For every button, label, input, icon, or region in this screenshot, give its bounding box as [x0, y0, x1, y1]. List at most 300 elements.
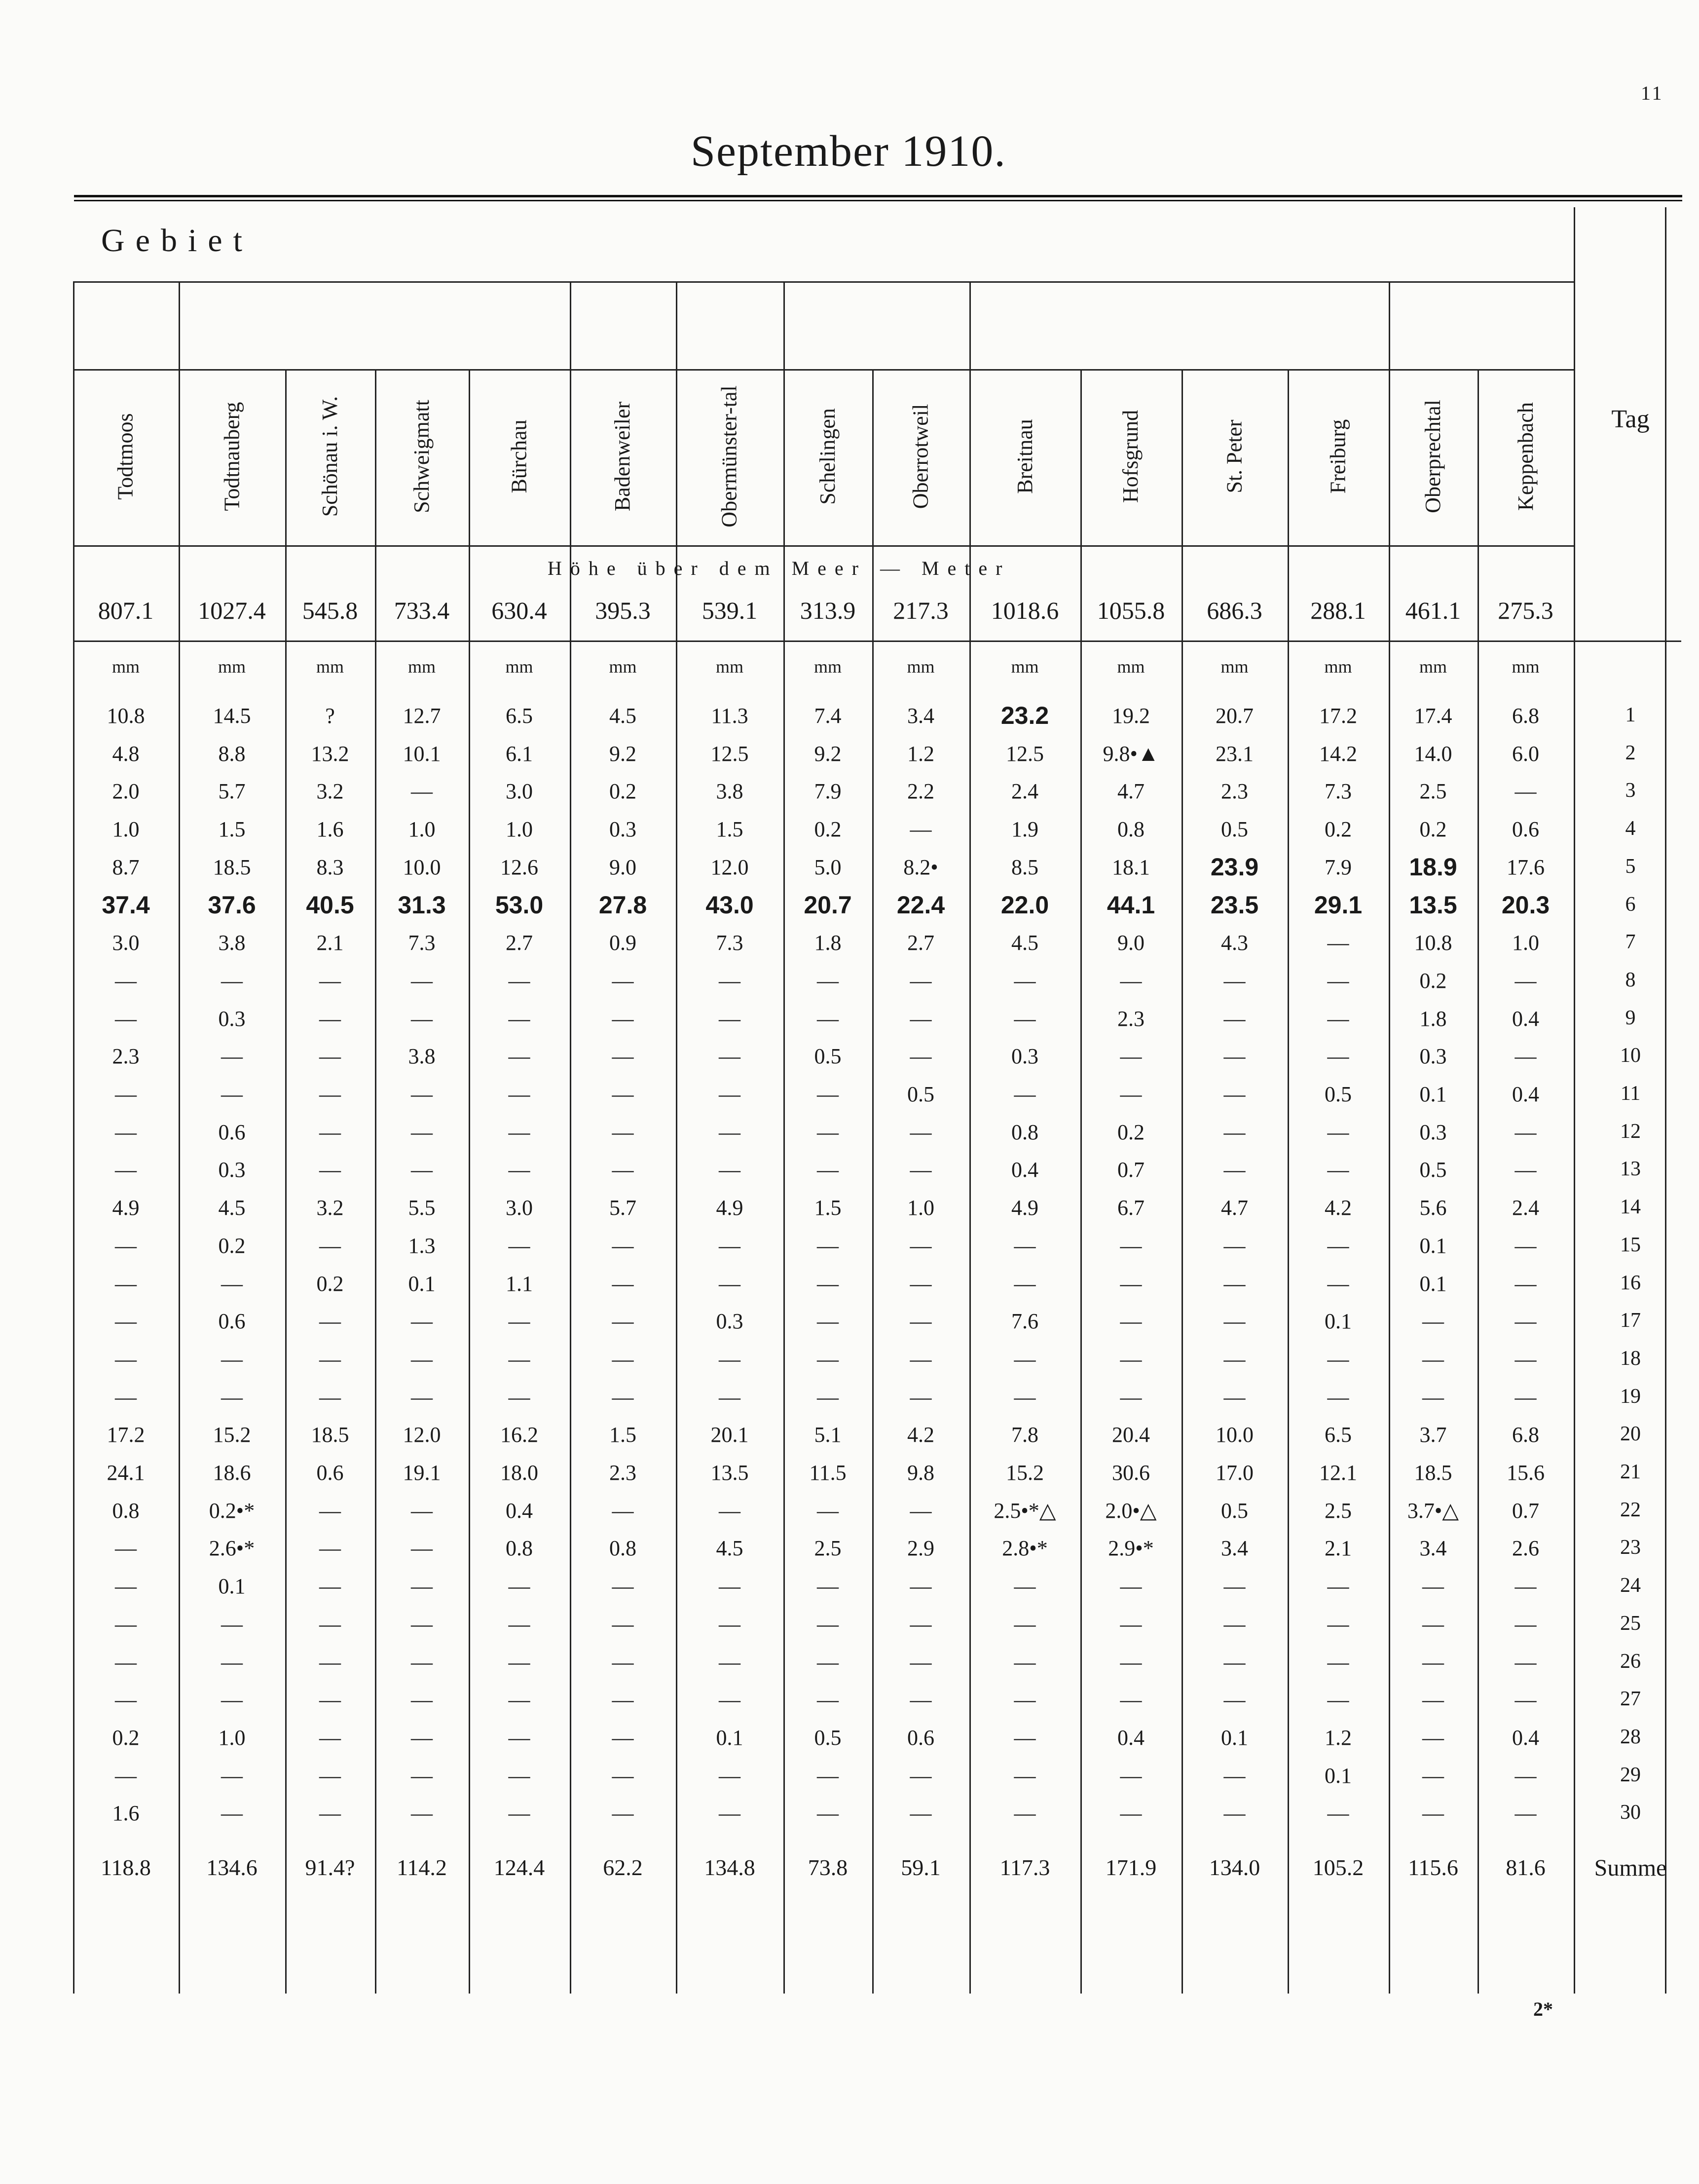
rain-cell: —: [1014, 1764, 1036, 1788]
rain-cell: 22.4: [896, 891, 945, 919]
rain-cell: 4.7: [1117, 779, 1145, 803]
station-name-13: [1288, 375, 1389, 538]
rain-cell: —: [1223, 1044, 1246, 1068]
rain-cell: 8.7: [112, 855, 140, 879]
rain-cell: —: [319, 1347, 341, 1371]
rain-cell: —: [319, 1309, 341, 1333]
station-height: 395.3: [595, 597, 651, 624]
height-caption: Höhe über dem Meer — Meter: [548, 557, 1011, 579]
rain-cell: —: [719, 1044, 740, 1068]
rain-cell: 0.2: [1419, 817, 1447, 841]
rain-cell: —: [612, 1612, 634, 1636]
day-number: 24: [1620, 1574, 1641, 1597]
rain-cell: 0.5: [814, 1726, 842, 1750]
rain-cell: —: [1422, 1688, 1444, 1712]
day-number: 20: [1620, 1423, 1641, 1445]
unit-label: mm: [1011, 657, 1039, 677]
rain-cell: 30.6: [1112, 1461, 1150, 1485]
rain-cell: 0.8: [112, 1499, 140, 1523]
rain-cell: —: [411, 969, 433, 993]
rain-cell: —: [1223, 1612, 1246, 1636]
rain-cell: 1.0: [1512, 931, 1539, 955]
rain-cell: 3.0: [112, 931, 140, 955]
rain-cell: 5.7: [218, 779, 246, 803]
rain-cell: 1.0: [112, 817, 140, 841]
rain-cell: —: [1327, 1688, 1349, 1712]
rain-cell: 0.1: [716, 1726, 743, 1750]
station-name-4: [375, 375, 469, 538]
station-height: 686.3: [1207, 597, 1262, 624]
rain-cell: —: [1223, 1082, 1246, 1106]
station-name-text: Freiburg: [1326, 419, 1350, 494]
rain-cell: —: [411, 1309, 433, 1333]
rain-cell: —: [1514, 1650, 1537, 1674]
rain-cell: —: [1223, 1385, 1246, 1409]
rain-cell: 12.5: [710, 742, 749, 766]
rain-cell: —: [817, 1650, 839, 1674]
station-name-text: Oberrotweil: [908, 404, 933, 509]
unit-label: mm: [111, 657, 140, 677]
rain-cell: —: [910, 1007, 932, 1031]
rain-cell: 0.2: [1419, 969, 1447, 993]
rain-cell: —: [1120, 1764, 1142, 1788]
rain-cell: —: [115, 1007, 137, 1031]
rain-cell: 1.8: [814, 931, 842, 955]
rain-cell: 4.5: [716, 1536, 743, 1560]
rain-cell: —: [1327, 1007, 1349, 1031]
rain-cell: 5.5: [408, 1196, 436, 1220]
rain-cell: 2.3: [1117, 1007, 1145, 1031]
station-height: 630.4: [491, 597, 547, 624]
rain-cell: —: [115, 1650, 137, 1674]
rain-cell: 3.0: [506, 1196, 533, 1220]
rain-cell: —: [115, 1120, 137, 1144]
rain-cell: 6.8: [1512, 704, 1539, 728]
group-header-rule: [73, 281, 1575, 283]
rain-cell: 8.5: [1011, 855, 1038, 879]
rain-cell: 14.0: [1414, 742, 1452, 766]
rain-cell: —: [115, 1309, 137, 1333]
rain-cell: 2.9: [907, 1536, 934, 1560]
station-name-1: [73, 375, 179, 538]
rain-cell: —: [1327, 1120, 1349, 1144]
rain-cell: —: [508, 1234, 530, 1258]
rain-cell: 0.5: [907, 1082, 934, 1106]
rain-cell: —: [1120, 1272, 1142, 1296]
footer-mark: 2*: [1533, 1998, 1553, 2020]
rain-cell: —: [221, 1385, 243, 1409]
rain-cell: —: [719, 1347, 740, 1371]
rain-cell: 1.2: [907, 742, 934, 766]
rain-cell: —: [817, 1234, 839, 1258]
rain-cell: 16.2: [500, 1423, 538, 1447]
table-right-border: [1665, 207, 1666, 1994]
rain-cell: 0.1: [1325, 1309, 1352, 1333]
unit-label: mm: [715, 657, 743, 677]
rain-cell: 2.0•△: [1105, 1499, 1157, 1523]
station-sum: 171.9: [1105, 1855, 1157, 1880]
unit-label: mm: [505, 657, 533, 677]
unit-label: mm: [813, 657, 842, 677]
rain-cell: —: [411, 1007, 433, 1031]
rain-cell: 0.3: [1419, 1044, 1447, 1068]
rain-cell: 7.3: [1325, 779, 1352, 803]
rain-cell: —: [411, 1726, 433, 1750]
rain-cell: —: [508, 1612, 530, 1636]
rain-cell: 0.6: [218, 1120, 246, 1144]
rain-cell: 9.2: [814, 742, 842, 766]
rain-cell: 23.1: [1216, 742, 1254, 766]
rain-cell: 2.4: [1011, 779, 1038, 803]
rain-cell: 0.1: [218, 1574, 246, 1598]
rain-cell: —: [115, 1764, 137, 1788]
rain-cell: —: [1327, 1612, 1349, 1636]
rain-cell: 23.2: [1000, 702, 1049, 729]
rain-cell: —: [1014, 1801, 1036, 1825]
rain-cell: 10.8: [107, 704, 145, 728]
rain-cell: —: [1422, 1650, 1444, 1674]
rain-cell: 1.9: [1011, 817, 1038, 841]
rain-cell: —: [817, 1801, 839, 1825]
rain-cell: —: [1422, 1612, 1444, 1636]
rain-cell: 4.9: [716, 1196, 743, 1220]
rain-cell: —: [817, 1158, 839, 1182]
rain-cell: 13.5: [710, 1461, 749, 1485]
rain-cell: —: [319, 1082, 341, 1106]
rain-cell: —: [612, 969, 634, 993]
rain-cell: —: [817, 1612, 839, 1636]
rain-cell: 7.9: [1325, 855, 1352, 879]
day-number: 17: [1620, 1309, 1641, 1332]
rain-cell: —: [221, 1650, 243, 1674]
rain-cell: 19.2: [1112, 704, 1150, 728]
rain-cell: —: [221, 1801, 243, 1825]
rain-cell: —: [411, 1347, 433, 1371]
rain-cell: —: [1014, 969, 1036, 993]
rain-cell: 2.5•*△: [994, 1499, 1056, 1523]
rain-cell: 12.0: [710, 855, 749, 879]
rain-cell: 1.2: [1325, 1726, 1352, 1750]
day-number: 29: [1620, 1764, 1641, 1786]
day-number: 3: [1625, 779, 1636, 802]
rain-cell: —: [319, 1158, 341, 1182]
rain-cell: 2.1: [316, 931, 344, 955]
rain-cell: —: [508, 1120, 530, 1144]
day-number: 26: [1620, 1650, 1641, 1673]
rain-cell: —: [1514, 1234, 1537, 1258]
rain-cell: 1.1: [506, 1272, 533, 1296]
rain-cell: —: [1014, 1574, 1036, 1598]
rain-cell: 2.5: [1419, 779, 1447, 803]
day-number: 1: [1625, 704, 1636, 726]
rain-cell: —: [411, 1764, 433, 1788]
rain-cell: 0.4: [1117, 1726, 1145, 1750]
rain-cell: —: [1120, 1650, 1142, 1674]
rain-cell: —: [910, 1574, 932, 1598]
station-sum: 134.0: [1209, 1855, 1260, 1880]
rain-cell: —: [910, 817, 932, 841]
rain-cell: —: [319, 1650, 341, 1674]
rain-cell: —: [411, 1688, 433, 1712]
station-height: 545.8: [302, 597, 358, 624]
station-name-3: [285, 375, 375, 538]
rain-cell: 27.8: [598, 891, 647, 919]
rain-cell: —: [1223, 1801, 1246, 1825]
rain-cell: —: [221, 1612, 243, 1636]
unit-label: mm: [316, 657, 344, 677]
station-name-14: [1389, 375, 1477, 538]
rain-cell: —: [1514, 1044, 1537, 1068]
rain-cell: 1.5: [609, 1423, 636, 1447]
rain-cell: 0.5: [1221, 1499, 1248, 1523]
rain-cell: —: [1327, 1234, 1349, 1258]
rain-cell: —: [910, 969, 932, 993]
rain-cell: 18.6: [213, 1461, 251, 1485]
rain-cell: —: [319, 1801, 341, 1825]
rain-cell: 3.8: [716, 779, 743, 803]
rain-cell: —: [817, 1272, 839, 1296]
rain-cell: —: [1514, 1574, 1537, 1598]
rain-cell: —: [910, 1764, 932, 1788]
rain-cell: 0.7: [1117, 1158, 1145, 1182]
group-name-4: [676, 289, 783, 368]
rain-cell: —: [910, 1612, 932, 1636]
rain-cell: —: [1223, 1007, 1246, 1031]
rain-cell: 10.1: [403, 742, 441, 766]
rain-cell: 10.0: [1216, 1423, 1254, 1447]
rain-cell: —: [508, 1764, 530, 1788]
rain-cell: —: [1422, 1801, 1444, 1825]
station-name-text: Keppenbach: [1513, 402, 1538, 511]
rain-cell: —: [817, 1499, 839, 1523]
rain-cell: —: [1223, 1158, 1246, 1182]
rain-cell: 0.8: [609, 1536, 636, 1560]
rain-cell: —: [221, 1044, 243, 1068]
station-height: 1027.4: [198, 597, 266, 624]
rain-cell: 11.3: [711, 704, 748, 728]
rain-cell: 0.4: [506, 1499, 533, 1523]
station-height: 539.1: [702, 597, 758, 624]
station-sum: 73.8: [808, 1855, 848, 1880]
rain-cell: 0.1: [1419, 1082, 1447, 1106]
rain-cell: —: [719, 1764, 740, 1788]
rain-cell: 2.3: [1221, 779, 1248, 803]
rain-cell: —: [411, 1082, 433, 1106]
rain-cell: 9.0: [609, 855, 636, 879]
rain-cell: 4.5: [609, 704, 636, 728]
rain-cell: 0.3: [218, 1007, 246, 1031]
rain-cell: —: [115, 1272, 137, 1296]
rain-cell: —: [612, 1158, 634, 1182]
day-number: 25: [1620, 1612, 1641, 1635]
rain-cell: —: [612, 1120, 634, 1144]
rain-cell: —: [411, 1612, 433, 1636]
rain-cell: —: [508, 1007, 530, 1031]
station-height: 313.9: [800, 597, 856, 624]
rain-cell: 3.2: [316, 1196, 344, 1220]
rain-cell: 2.3: [112, 1044, 140, 1068]
rain-cell: 0.5: [1419, 1158, 1447, 1182]
rain-cell: —: [817, 1574, 839, 1598]
rain-cell: 0.1: [408, 1272, 436, 1296]
rain-cell: 4.7: [1221, 1196, 1248, 1220]
rain-cell: 0.2•*: [209, 1499, 255, 1523]
rain-cell: —: [1327, 1272, 1349, 1296]
rain-cell: —: [1014, 1688, 1036, 1712]
unit-label: mm: [609, 657, 637, 677]
rain-cell: 0.5: [814, 1044, 842, 1068]
rain-cell: —: [319, 1385, 341, 1409]
rain-cell: 0.1: [1325, 1764, 1352, 1788]
rain-cell: 2.7: [506, 931, 533, 955]
rain-cell: —: [612, 1347, 634, 1371]
station-sum: 81.6: [1506, 1855, 1546, 1880]
rain-cell: —: [1514, 1120, 1537, 1144]
rain-cell: —: [719, 1120, 740, 1144]
rain-cell: —: [1014, 1726, 1036, 1750]
rain-cell: —: [1223, 1272, 1246, 1296]
rain-cell: —: [1120, 1082, 1142, 1106]
day-number: 11: [1620, 1082, 1641, 1105]
rain-cell: 0.6: [1512, 817, 1539, 841]
day-number: 5: [1625, 855, 1636, 878]
rain-cell: 2.3: [609, 1461, 636, 1485]
station-name-10: [969, 375, 1080, 538]
rain-cell: —: [1514, 1309, 1537, 1333]
rain-cell: —: [411, 1650, 433, 1674]
rain-cell: —: [612, 1688, 634, 1712]
rain-cell: 1.8: [1419, 1007, 1447, 1031]
rain-cell: 3.8: [408, 1044, 436, 1068]
rain-cell: —: [817, 1309, 839, 1333]
rain-cell: 2.4: [1512, 1196, 1539, 1220]
station-sum: 62.2: [603, 1855, 643, 1880]
unit-label: mm: [1512, 657, 1540, 677]
rain-cell: —: [508, 1309, 530, 1333]
unit-label: mm: [218, 657, 246, 677]
rain-cell: —: [221, 1764, 243, 1788]
rain-cell: 31.3: [398, 891, 446, 919]
rain-cell: —: [1014, 1612, 1036, 1636]
rain-cell: 14.2: [1319, 742, 1357, 766]
rain-cell: 1.5: [716, 817, 743, 841]
rain-cell: 9.8: [907, 1461, 934, 1485]
group-name-5: [783, 289, 969, 368]
rain-cell: 2.6•*: [209, 1536, 255, 1560]
rain-cell: 4.5: [1011, 931, 1038, 955]
rain-cell: 5.0: [814, 855, 842, 879]
rain-cell: —: [115, 1347, 137, 1371]
group-name-7: [1389, 289, 1574, 368]
rain-cell: —: [1120, 1044, 1142, 1068]
rain-cell: —: [508, 1082, 530, 1106]
day-number: 10: [1620, 1044, 1641, 1067]
rain-cell: —: [319, 1044, 341, 1068]
rain-cell: —: [1514, 1688, 1537, 1712]
rain-cell: 4.5: [218, 1196, 246, 1220]
station-sum: 105.2: [1312, 1855, 1364, 1880]
rain-cell: 12.5: [1006, 742, 1044, 766]
rain-cell: 2.1: [1325, 1536, 1352, 1560]
rain-cell: 9.2: [609, 742, 636, 766]
rain-cell: 12.1: [1319, 1461, 1357, 1485]
rain-cell: 0.8: [506, 1536, 533, 1560]
rain-cell: —: [115, 1688, 137, 1712]
rain-cell: —: [508, 1158, 530, 1182]
rain-cell: —: [411, 1120, 433, 1144]
day-number: 7: [1625, 931, 1636, 953]
rain-cell: 23.9: [1210, 853, 1259, 881]
rain-cell: 12.7: [403, 704, 441, 728]
rain-cell: —: [1120, 1574, 1142, 1598]
station-name-text: St. Peter: [1222, 419, 1247, 493]
rain-cell: —: [1327, 969, 1349, 993]
rain-cell: 7.4: [814, 704, 842, 728]
rain-cell: 3.2: [316, 779, 344, 803]
rain-cell: —: [319, 1726, 341, 1750]
rain-cell: 29.1: [1314, 891, 1363, 919]
rain-cell: 10.8: [1414, 931, 1452, 955]
station-height: 461.1: [1405, 597, 1461, 624]
rain-cell: 3.0: [506, 779, 533, 803]
rain-cell: —: [319, 1612, 341, 1636]
rain-cell: 1.6: [316, 817, 344, 841]
rain-cell: 17.0: [1216, 1461, 1254, 1485]
rain-cell: —: [612, 1726, 634, 1750]
rain-cell: —: [612, 1385, 634, 1409]
rain-cell: —: [910, 1385, 932, 1409]
rain-cell: 0.1: [1419, 1234, 1447, 1258]
station-name-text: Schönau i. W.: [318, 396, 342, 517]
station-name-9: [872, 375, 969, 538]
rain-cell: —: [910, 1044, 932, 1068]
rain-cell: 1.0: [907, 1196, 934, 1220]
rain-cell: —: [1014, 1234, 1036, 1258]
rain-cell: —: [508, 1574, 530, 1598]
rain-cell: 3.4: [1419, 1536, 1447, 1560]
rain-cell: 17.2: [107, 1423, 145, 1447]
rain-cell: 0.6: [316, 1461, 344, 1485]
rain-cell: —: [719, 969, 740, 993]
rain-cell: —: [508, 1726, 530, 1750]
rain-cell: —: [1120, 969, 1142, 993]
station-name-11: [1080, 375, 1182, 538]
station-sum: 124.4: [493, 1855, 545, 1880]
rain-cell: —: [612, 1044, 634, 1068]
rain-cell: 37.4: [102, 891, 150, 919]
rain-cell: 1.0: [408, 817, 436, 841]
rain-cell: —: [1514, 1347, 1537, 1371]
rain-cell: —: [1514, 1385, 1537, 1409]
rain-cell: 15.6: [1507, 1461, 1545, 1485]
page-title: September 1910.: [691, 127, 1006, 176]
unit-label: mm: [1117, 657, 1145, 677]
data-top-rule: [73, 640, 1681, 642]
rain-cell: 17.6: [1507, 855, 1545, 879]
rain-cell: —: [1120, 1234, 1142, 1258]
rain-cell: —: [1514, 1158, 1537, 1182]
rain-cell: 2.9•*: [1108, 1536, 1154, 1560]
rain-cell: 0.8: [1117, 817, 1145, 841]
rain-cell: —: [411, 1158, 433, 1182]
rain-cell: —: [508, 969, 530, 993]
rain-cell: —: [1014, 1650, 1036, 1674]
rain-cell: 4.8: [112, 742, 140, 766]
rain-cell: —: [1223, 1688, 1246, 1712]
rain-cell: 6.1: [506, 742, 533, 766]
station-name-text: Obermünster-tal: [717, 385, 741, 527]
rain-cell: 20.7: [1216, 704, 1254, 728]
